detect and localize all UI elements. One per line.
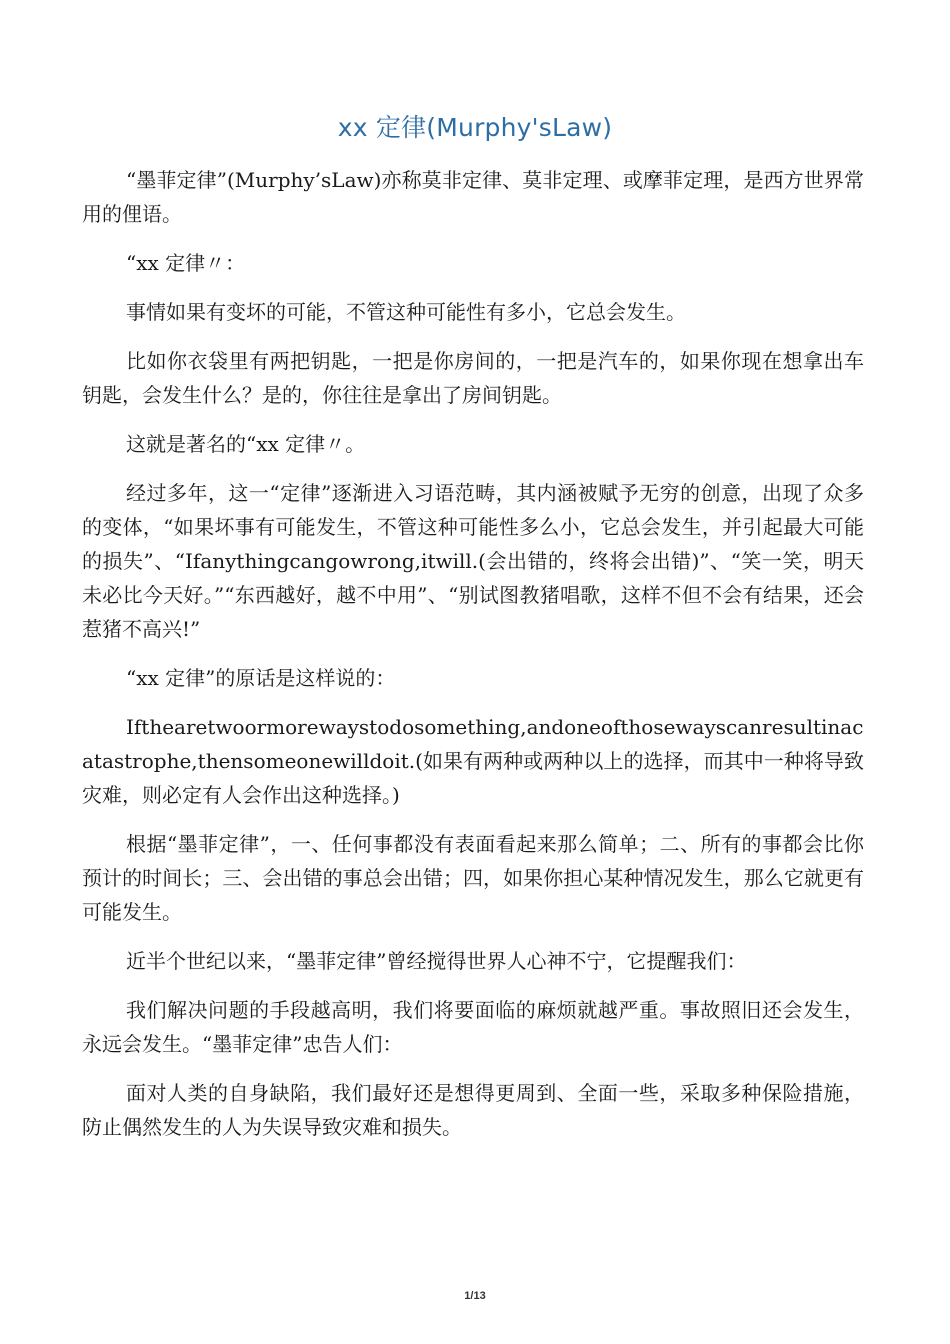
document-title: xx 定律(Murphy'sLaw) <box>337 113 613 142</box>
paragraph-key-example: 比如你衣袋里有两把钥匙，一把是你房间的，一把是汽车的，如果你现在想拿出车钥匙，会发生什么？是的，你往往是拿出了房间钥匙。 <box>82 349 864 407</box>
paragraph-original-intro: “xx 定律”的原话是这样说的： <box>126 666 396 690</box>
paragraph-variants: 经过多年，这一“定律”逐渐进入习语范畴，其内涵被赋予无穷的创意，出现了众多的变体，“如果坏事有可能发生，不管这种可能性多么小，它总会发生，并引起最大可能的损失”、“Ifanythingcangowrong,itwill.(会出错的，终将会出错)”、“笑一笑，明天未必比今天好。”“东西越好，越不中用”、“别试图教猪唱歌，这样不但不会有结果，还会惹猪不高兴!” <box>82 481 864 641</box>
document-body <box>82 163 864 1159</box>
paragraph-advice: 面对人类的自身缺陷，我们最好还是想得更周到、全面一些，采取多种保险措施，防止偶然发生的人为失误导致灾难和损失。 <box>82 1081 864 1139</box>
paragraph-law-heading: “xx 定律〃： <box>126 251 246 275</box>
paragraph-principles: 根据“墨菲定律”，一、任何事都没有表面看起来那么简单；二、所有的事都会比你预计的时间长；三、会出错的事总会出错；四，如果你担心某种情况发生，那么它就更有可能发生。 <box>82 832 864 924</box>
paragraph-intro: “墨菲定律”(Murphy’sLaw)亦称莫非定律、莫非定理、或摩菲定理，是西方世界常用的俚语。 <box>82 168 864 226</box>
paragraph-problems: 我们解决问题的手段越高明，我们将要面临的麻烦就越严重。事故照旧还会发生，永远会发生。“墨菲定律”忠告人们： <box>82 998 864 1056</box>
page-number: 1/13 <box>464 1290 486 1302</box>
paragraph-law-statement: 事情如果有变坏的可能，不管这种可能性有多小，它总会发生。 <box>126 300 686 324</box>
paragraph-original-quote: Ifthearetwoormorewaystodosomething,andoneofthosewayscanresultinacatastrophe,thensomeonewilldoit.(如果有两种或两种以上的选择，而其中一种将导致灾难，则必定有人会作出这种选择。) <box>82 715 864 807</box>
paragraph-famous: 这就是著名的“xx 定律〃。 <box>126 432 366 456</box>
paragraph-half-century: 近半个世纪以来，“墨菲定律”曾经搅得世界人心神不宁，它提醒我们： <box>126 949 747 973</box>
